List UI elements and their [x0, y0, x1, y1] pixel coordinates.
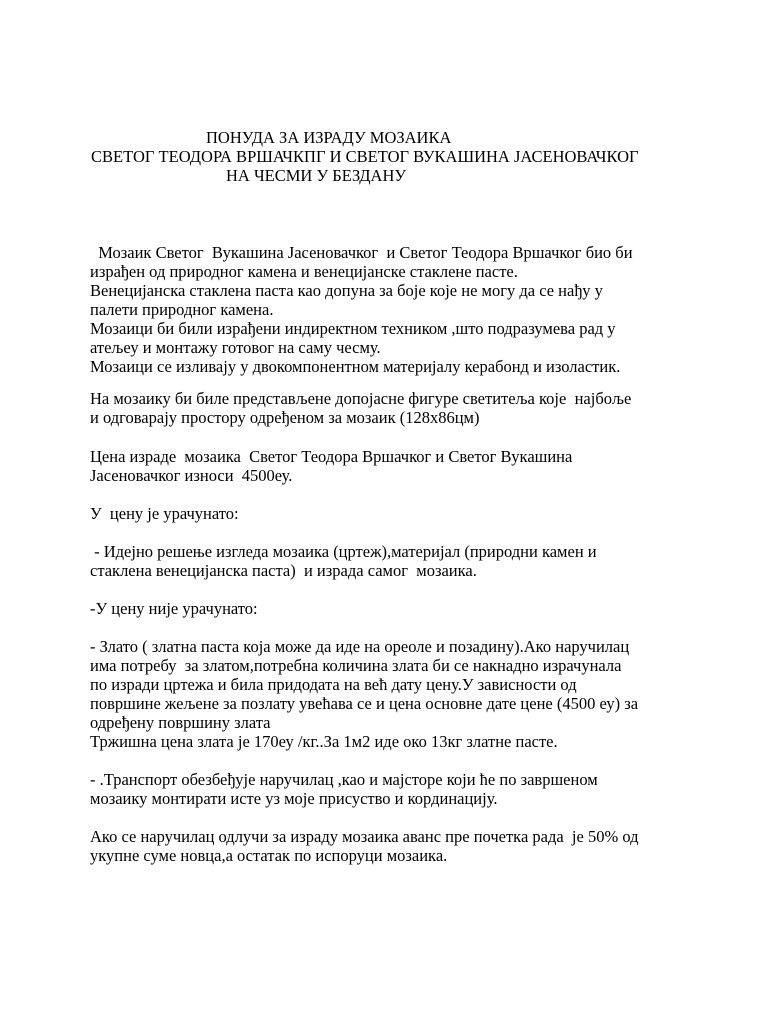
body-line: Ако се наручилац одлучи за израду мозаика аванс пре почетка рада је 50% од: [90, 827, 639, 846]
body-line: Мозаици се изливају у двокомпонентном материјалу керабонд и изоластик.: [90, 357, 621, 376]
body-line: Тржишна цена злата је 170еу /кг..За 1м2 иде око 13кг златне пасте.: [90, 732, 558, 751]
body-line: - Идејно решење изгледа мозаика (цртеж),материјал (природни камен и: [90, 542, 597, 561]
body-line: мозаику монтирати исте уз моје присуство и кординацију.: [90, 789, 498, 808]
body-line: атељеу и монтажу готовог на саму чесму.: [90, 338, 381, 357]
body-line: - .Транспорт обезбеђује наручилац ,као и мајсторе који ће по завршеном: [90, 770, 598, 789]
title-line-3: НА ЧЕСМИ У БЕЗДАНУ: [226, 166, 407, 185]
body-line: Мозаик Светог Вукашина Јасеновачког и Светог Теодора Вршачког био би: [90, 243, 633, 262]
body-line: стаклена венецијанска паста) и израда самог мозаика.: [90, 561, 477, 580]
title-line-1: ПОНУДА ЗА ИЗРАДУ МОЗАИКА: [206, 128, 452, 147]
body-line: по изради цртежа и била придодата на већ дату цену.У зависности од: [90, 675, 577, 694]
body-line: израђен од природног камена и венецијанске стаклене пасте.: [90, 262, 518, 281]
body-line: - Злато ( златна паста која може да иде на ореоле и позадину).Ако наручилац: [90, 637, 630, 656]
body-line: Венецијанска стаклена паста као допуна за боје које не могу да се нађу у: [90, 281, 603, 300]
body-line: Мозаици би били израђени индиректном техником ,што подразумева рад у: [90, 319, 616, 338]
title-line-2: СВЕТОГ ТЕОДОРА ВРШАЧКПГ И СВЕТОГ ВУКАШИНА ЈАСЕНОВАЧКОГ: [91, 147, 639, 166]
body-line: има потребу за златом,потребна количина злата би се накнадно израчунала: [90, 656, 622, 675]
body-line: површине жељене за позлату увећава се и цена основне дате цене (4500 еу) за: [90, 694, 639, 713]
body-line: Јасеновачког износи 4500еу.: [90, 466, 293, 485]
body-line: На мозаику би биле представљене допојасне фигуре светитеља које најбоље: [90, 389, 632, 408]
body-line: и одговарају простору одређеном за мозаик (128х86цм): [90, 408, 480, 427]
body-line: У цену је урачунато:: [90, 504, 239, 523]
body-line: укупне суме новца,а остатак по испоруци мозаика.: [90, 846, 448, 865]
body-line: одређену површину злата: [90, 713, 271, 732]
body-line: -У цену није урачунато:: [90, 599, 258, 618]
body-line: Цена израде мозаика Светог Теодора Вршачког и Светог Вукашина: [90, 447, 573, 466]
body-line: палети природног камена.: [90, 300, 274, 319]
